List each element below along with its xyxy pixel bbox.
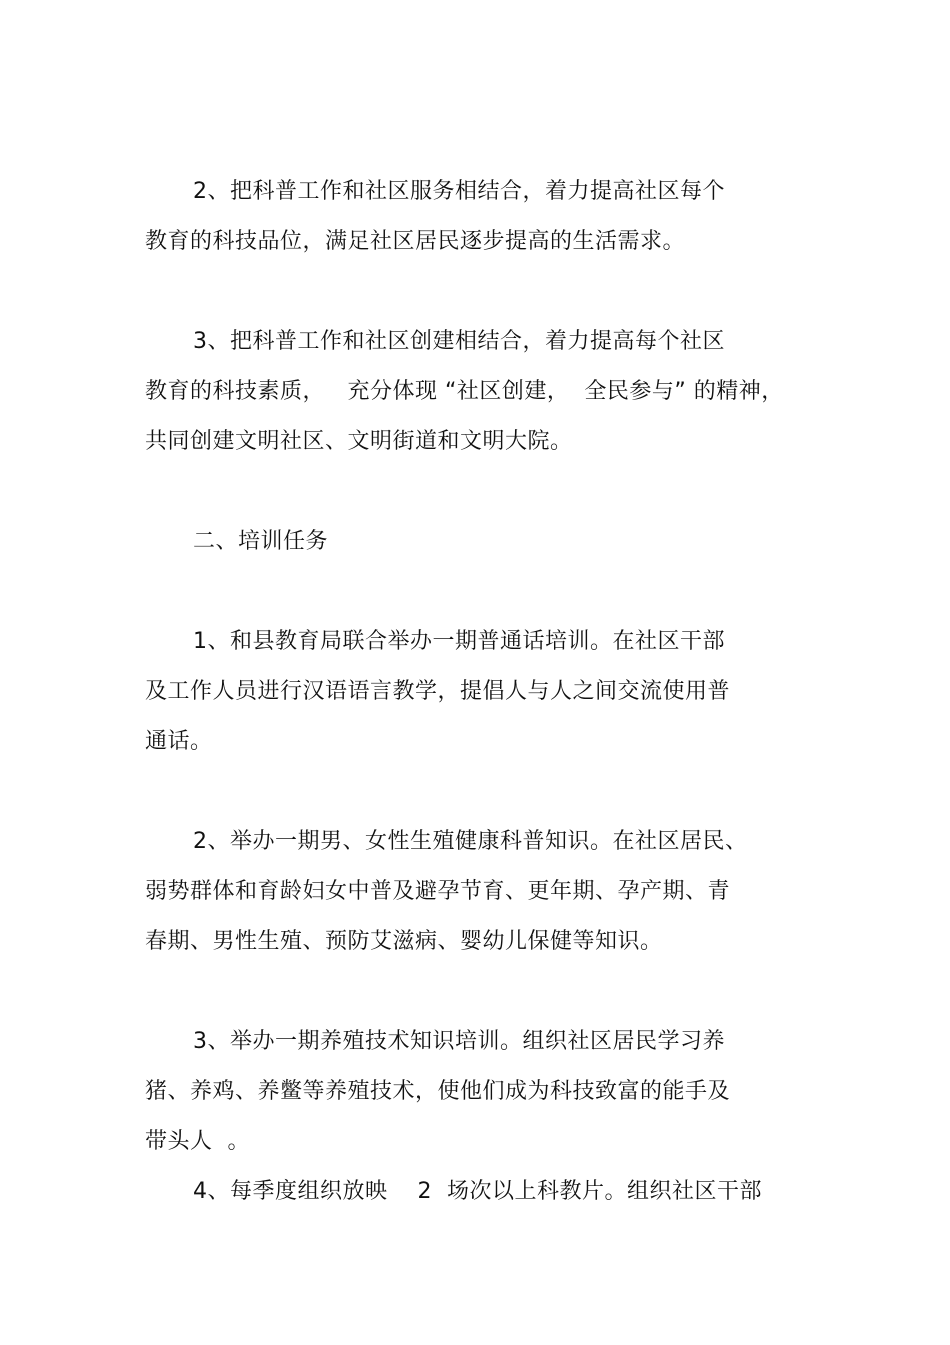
paragraph-5-line-2: 猪、养鸡、养鳖等养殖技术，使他们成为科技致富的能手及 xyxy=(145,1079,731,1104)
section-heading: 二、培训任务 xyxy=(193,529,329,554)
paragraph-4-line-2: 弱势群体和育龄妇女中普及避孕节育、更年期、孕产期、青 xyxy=(145,879,731,904)
paragraph-5-line-3: 带头人 。 xyxy=(145,1129,250,1154)
paragraph-4-line-3: 春期、男性生殖、预防艾滋病、婴幼儿保健等知识。 xyxy=(145,929,663,954)
paragraph-6-line-1: 4、每季度组织放映 2 场次以上科教片。组织社区干部 xyxy=(193,1179,762,1204)
paragraph-2-line-2: 教育的科技素质， 充分体现 “社区创建， 全民参与” 的精神， xyxy=(145,379,784,404)
paragraph-3-line-1: 1、和县教育局联合举办一期普通话培训。在社区干部 xyxy=(193,629,725,654)
paragraph-5-line-1: 3、举办一期养殖技术知识培训。组织社区居民学习养 xyxy=(193,1029,725,1054)
paragraph-1-line-2: 教育的科技品位，满足社区居民逐步提高的生活需求。 xyxy=(145,229,686,254)
paragraph-3-line-3: 通话。 xyxy=(145,729,213,754)
paragraph-4-line-1: 2、举办一期男、女性生殖健康科普知识。在社区居民、 xyxy=(193,829,748,854)
paragraph-1-line-1: 2、把科普工作和社区服务相结合，着力提高社区每个 xyxy=(193,179,725,204)
paragraph-2-line-3: 共同创建文明社区、文明街道和文明大院。 xyxy=(145,429,573,454)
paragraph-3-line-2: 及工作人员进行汉语语言教学，提倡人与人之间交流使用普 xyxy=(145,679,731,704)
paragraph-2-line-1: 3、把科普工作和社区创建相结合，着力提高每个社区 xyxy=(193,329,725,354)
